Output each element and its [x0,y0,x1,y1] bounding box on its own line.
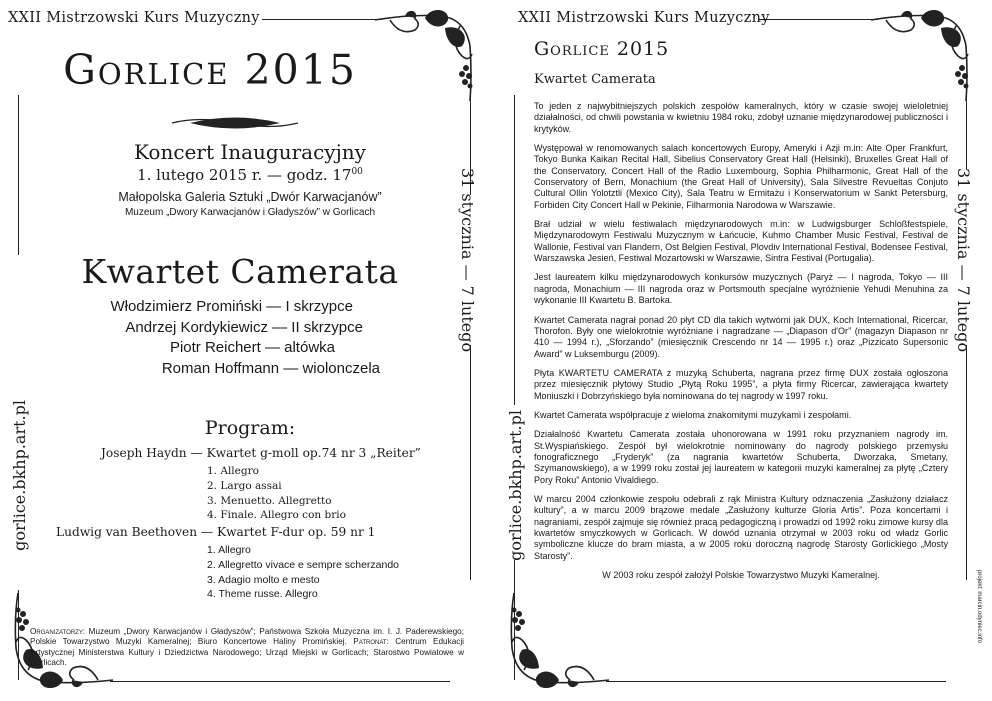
concert-time-sup: 00 [351,167,363,177]
bio-paragraph: Działalność Kwartetu Camerata została uhonorowana w 1991 roku przyznaniem nagrody im. St.Wyspiańskiego. Zespół był wielokrotnie nominowany do nagrody polskiego przemysłu fonograficznego „Fryderyk” (za nagrania kwartetów Schuberta, Dworzaka, Smetany, Szymanowskiego), a w 1999 roku został jej laureatem w kategorii muzyki kameralnej za płytę „Cztery Pory Roku” Antonio Vivaldiego. [534,429,948,485]
gallery-name: Małopolska Galeria Sztuki „Dwór Karwacjanów” [118,190,382,204]
divider-ornament-icon [170,114,300,132]
vine-ornament-bottom-left-icon [504,588,614,688]
biography-text [534,101,948,581]
member-3: Piotr Reichert — altówka [169,339,335,356]
movement: 4. Theme russe. Allegro [207,588,318,601]
patronat-label: Patronat: [353,637,389,647]
concert-title: Koncert Inauguracyjny [134,140,366,164]
movement: 2. Largo assai [207,479,282,492]
frame-left-line [514,95,515,405]
patronat-text: Centrum Edukacji Artystycznej Ministerstwa Kultury i Dziedzictwa Narodowego; Urząd Miejski w Gorlicach; Starostwo Powiatowe w Gorlicach. [30,637,464,668]
member-1: Włodzimierz Promiński — I skrzypce [110,298,353,315]
organizers-text: Muzeum „Dwory Karwacjanów i Gładyszów”; Państwowa Szkoła Muzyczna im. I. J. Paderewskiego; Polskie Towarzystwo Muzyki Kameralnej; Biuro Koncertowe Haliny Promińskiej. [30,627,464,647]
design-credit: projekt: marcin.odyniec.info [976,570,982,644]
page-title: Gorlice 2015 [63,46,357,94]
movement: 1. Allegro [207,465,259,477]
frame-right-line-2 [470,345,471,580]
bio-paragraph: W 2003 roku zespół założył Polskie Towarzystwo Muzyki Kameralnej. [602,570,880,581]
frame-bottom-line [606,681,946,682]
vine-ornament-top-right-icon [370,6,480,106]
organizers-block [30,627,464,669]
section-subtitle: Kwartet Camerata [534,72,656,87]
page-title: Gorlice 2015 [534,38,670,60]
side-url: gorlice.bkhp.art.pl [506,410,525,561]
work-2-movements [207,543,399,602]
side-url: gorlice.bkhp.art.pl [10,400,29,551]
bio-paragraph: Kwartet Camerata współpracuje z wieloma znakomitymi muzykami i zespołami. [534,409,852,420]
frame-top-line [262,19,382,20]
movement: 4. Finale. Allegro con brio [207,509,346,522]
frame-right-line-2 [966,345,967,580]
frame-left-line [18,95,19,255]
bio-paragraph: Płyta KWARTETU CAMERATA z muzyką Schuberta, nagrana przez firmę DUX została ogłoszona przez miesięcznik płytowy Studio „Płytą Roku 1995”, a płyta firmy Ricercar, zawierająca kwartety Moniuszki i Dobrzyńskiego była nominowana do tej nagrody w 1997 roku. [534,367,948,401]
work-1-title: Joseph Haydn — Kwartet g-moll op.74 nr 3 „Reiter” [101,446,421,460]
program-title: Program: [204,417,296,439]
course-header: XXII Mistrzowski Kurs Muzyczny [8,10,260,26]
member-2: Andrzej Kordykiewicz — II skrzypce [125,318,363,336]
movement: 3. Adagio molto e mesto [207,573,320,586]
concert-date [60,166,440,184]
side-dates: 31 stycznia — 7 lutego [458,168,477,353]
concert-date-text: 1. lutego 2015 r. — godz. 17 [137,166,352,184]
course-header: XXII Mistrzowski Kurs Muzyczny [518,10,770,26]
bio-paragraph: To jeden z najwybitniejszych polskich zespołów kameralnych, który w czasie swojej wieloletniej działalności, od chwili powstania w kwietniu 1984 roku, zdobył uznanie międzynarodowej publiczności i krytyków. [534,101,948,134]
bio-paragraph: Kwartet Camerata nagrał ponad 20 płyt CD dla takich wytwórni jak DUX, Koch International, Ricercar, Thorofon. Były one wielokrotnie wyróżniane i nagradzane — „Diapason d'Or” (magazyn Diapason nr 410 — 1994 r.), „Sforzando” (miesięcznik Crescendo nr 14 — 1995 r.) oraz „Pizzicato Supersonic Award” w Luksemburgu (2009). [534,314,948,359]
side-dates: 31 stycznia — 7 lutego [954,168,973,353]
movement: 2. Allegretto vivace e sempre scherzando [207,558,400,571]
work-2-title: Ludwig van Beethoven — Kwartet F-dur op. 59 nr 1 [56,525,376,539]
organizers-label: Organizatorzy: [30,627,86,636]
frame-top-line [758,19,878,20]
movement: 1. Allegro [207,544,251,556]
bio-paragraph: Brał udział w wielu festiwalach międzynarodowych m.in: w Ludwigsburger Schloßfestspiele, Międzynarodowym Festiwalu Muzycznym w Łańcucie, Kuhmo Chamber Music Festival, Festival de Wallonie, Festival van Flandern, Ost Belgien Festival, Plovdiv International Festival, Bodensee Festival, Warszawska Jesień, Festiwal Mozartowski w Warszawie, Sintra Festival (Portugalia). [534,219,948,264]
movement: 3. Menuetto. Allegretto [207,494,332,507]
museum-name: Muzeum „Dwory Karwacjanów i Gładyszów” w Gorlicach [124,207,376,218]
bio-paragraph: Występował w renomowanych salach koncertowych Europy, Ameryki i Azji m.in: Alte Oper Frankfurt, Tokyo Bunka Kaikan Recital Hall, Sibelius Conservatory Great Hall (Helsinki), Bruxelles Great Hall of the Conservatory, Concert Hall of the Radio Luxembourg, Sophia Philharmonic, Great Hall of the Conservatory of Bern, Monachium (the Great Hall of University), Sala Silvestre Revueltas Conjuto Cultural Ollin Yolotztli (Mexico City), Sala Teatru w Ermitażu i Konserwatorium w Sankt Petersburg, Forbiden City Concert Hall w Pekinie, Filharmonia Narodowa w Warszawie. [534,143,948,210]
work-1-movements [207,464,346,523]
bio-paragraph: W marcu 2004 członkowie zespołu odebrali z rąk Ministra Kultury odznaczenia „Zasłużony działacz kultury”, a w marcu 2009 brązowe medale „Zasłużony kulturze Gloria Artis”. Poza koncertami i nagraniami, zespół zajmuje się również pracą pedagogiczną i prowadzi od 1992 roku zimowe kursy dla kwartetów smyczkowych w Gorlicach. W dowód uznania otrzymał w 2003 roku od władz Gorlic symboliczne klucze do bram miasta, a w 2005 roku doroczną nagrodę Starosty Gorlickiego „Mosty Starosty”. [534,493,948,561]
ensemble-name: Kwartet Camerata [81,252,399,291]
frame-bottom-line [110,681,450,682]
member-4: Roman Hoffmann — wiolonczela [161,359,380,377]
frame-right-line [966,95,967,170]
bio-paragraph: Jest laureatem kilku międzynarodowych konkursów muzycznych (Paryż — I nagroda, Tokyo — III nagroda, Monachium — III nagroda oraz w Portsmouth specjalne wyróżnienie Yehudi Menuhina za wykonanie III Kwartetu B. Bartoka. [534,272,948,306]
vine-ornament-top-right-icon [866,6,976,106]
right-panel [496,0,992,701]
members-list [40,297,380,379]
